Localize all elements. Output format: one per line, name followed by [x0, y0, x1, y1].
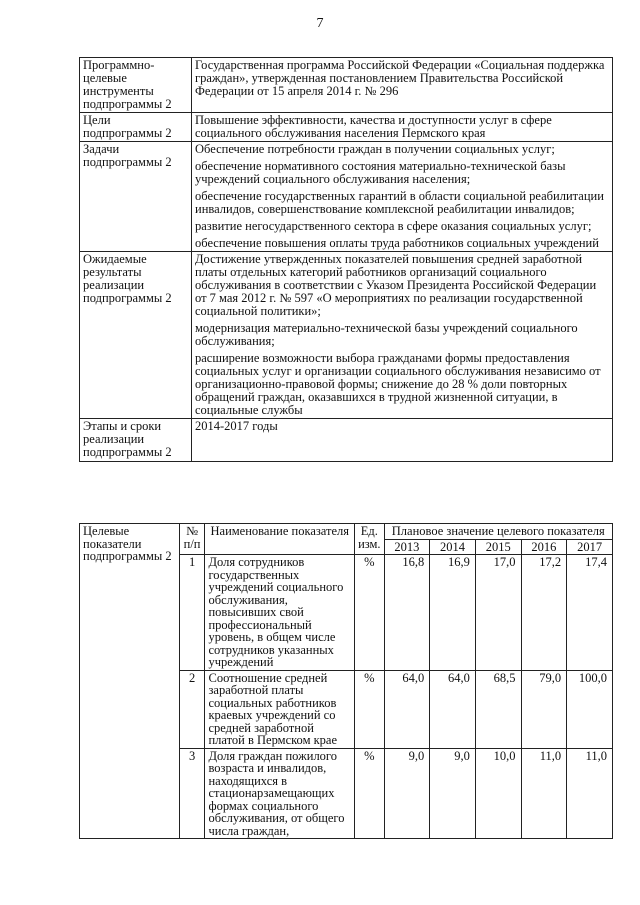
indicator-value: 100,0	[567, 670, 613, 748]
indicator-value: 64,0	[384, 670, 430, 748]
indicator-value: 11,0	[521, 748, 567, 839]
passport-row-value	[192, 142, 613, 252]
indicators-header-row	[80, 524, 613, 540]
indicator-value: 16,8	[384, 555, 430, 671]
passport-row-label: Этапы и сроки реализации подпрограммы 2	[80, 419, 192, 462]
subprogram-passport-table	[79, 57, 613, 462]
indicator-value: 17,4	[567, 555, 613, 671]
indicator-value: 17,2	[521, 555, 567, 671]
passport-paragraph: Достижение утвержденных показателей повышения средней заработной платы отдельных категорий работников организаций социального обслуживания в соответствии с Указом Президента Российской Федерации от 7 мая 2012 г. № 597 «О мероприятиях по реализации государственной социальной политики»;	[195, 252, 597, 318]
passport-row-value	[192, 58, 613, 113]
indicator-value: 9,0	[430, 748, 476, 839]
passport-paragraph: обеспечение государственных гарантий в области социальной реабилитации инвалидов, совершенствование комплексной реабилитации инвалидов;	[195, 189, 604, 216]
passport-row-label: Программно-целевые инструменты подпрограммы 2	[80, 58, 192, 113]
header-year: 2013	[384, 539, 430, 555]
header-year: 2015	[475, 539, 521, 555]
passport-row-label: Цели подпрограммы 2	[80, 113, 192, 142]
header-year: 2014	[430, 539, 476, 555]
indicator-value: 16,9	[430, 555, 476, 671]
passport-row-value	[192, 113, 613, 142]
passport-paragraph: Повышение эффективности, качества и доступности услуг в сфере социального обслуживания населения Пермского края	[195, 113, 552, 140]
passport-row	[80, 142, 613, 252]
indicator-number: 1	[179, 555, 205, 671]
passport-row-value	[192, 419, 613, 462]
header-planned-value: Плановое значение целевого показателя	[384, 524, 612, 540]
passport-paragraph: 2014-2017 годы	[195, 419, 278, 433]
indicator-value: 68,5	[475, 670, 521, 748]
passport-paragraph: обеспечение нормативного состояния материально-технической базы учреждений социального обслуживания населения;	[195, 159, 566, 186]
passport-row	[80, 58, 613, 113]
indicator-value: 11,0	[567, 748, 613, 839]
passport-paragraph: Обеспечение потребности граждан в получении социальных услуг;	[195, 142, 555, 156]
passport-paragraph: обеспечение повышения оплаты труда работников социальных учреждений	[195, 236, 599, 250]
header-indicator-name: Наименование показателя	[205, 524, 355, 555]
passport-paragraph: модернизация материально-технической базы учреждений социального обслуживания;	[195, 321, 578, 348]
indicator-unit: %	[355, 748, 384, 839]
indicator-value: 10,0	[475, 748, 521, 839]
passport-paragraph: Государственная программа Российской Федерации «Социальная поддержка граждан», утвержденная постановлением Правительства Российской Федерации от 15 апреля 2014 г. № 296	[195, 58, 605, 98]
passport-row	[80, 419, 613, 462]
target-indicators-table	[79, 523, 613, 839]
indicator-unit: %	[355, 555, 384, 671]
passport-row-label: Ожидаемые результаты реализации подпрограммы 2	[80, 252, 192, 419]
header-year: 2017	[567, 539, 613, 555]
indicator-value: 17,0	[475, 555, 521, 671]
indicator-name: Доля сотрудников государственных учреждений социального обслуживания, повысивших свой профессиональный уровень, в общем числе сотрудников указанных учреждений	[205, 555, 355, 671]
header-year: 2016	[521, 539, 567, 555]
passport-row	[80, 252, 613, 419]
passport-row-value	[192, 252, 613, 419]
passport-paragraph: развитие негосударственного сектора в сфере оказания социальных услуг;	[195, 219, 592, 233]
indicator-number: 3	[179, 748, 205, 839]
indicators-row-label: Целевые показатели подпрограммы 2	[80, 524, 180, 839]
page-number: 7	[316, 16, 324, 31]
passport-paragraph: расширение возможности выбора гражданами формы предоставления социальных услуг и организации социального обслуживания независимо от организационно-правовой формы; снижение до 28 % доли повторных обращений граждан, оказавшихся в трудной жизненной ситуации, в социальные службы	[195, 351, 601, 417]
passport-row	[80, 113, 613, 142]
passport-row-label: Задачи подпрограммы 2	[80, 142, 192, 252]
indicator-value: 64,0	[430, 670, 476, 748]
indicator-number: 2	[179, 670, 205, 748]
indicator-value: 79,0	[521, 670, 567, 748]
indicator-name: Соотношение средней заработной платы социальных работников краевых учреждений со средней заработной платой в Пермском крае	[205, 670, 355, 748]
header-number: № п/п	[179, 524, 205, 555]
indicator-value: 9,0	[384, 748, 430, 839]
indicator-unit: %	[355, 670, 384, 748]
indicator-name: Доля граждан пожилого возраста и инвалидов, находящихся в стационарзамещающих формах социального обслуживания, от общего числа граждан,	[205, 748, 355, 839]
header-unit: Ед. изм.	[355, 524, 384, 555]
